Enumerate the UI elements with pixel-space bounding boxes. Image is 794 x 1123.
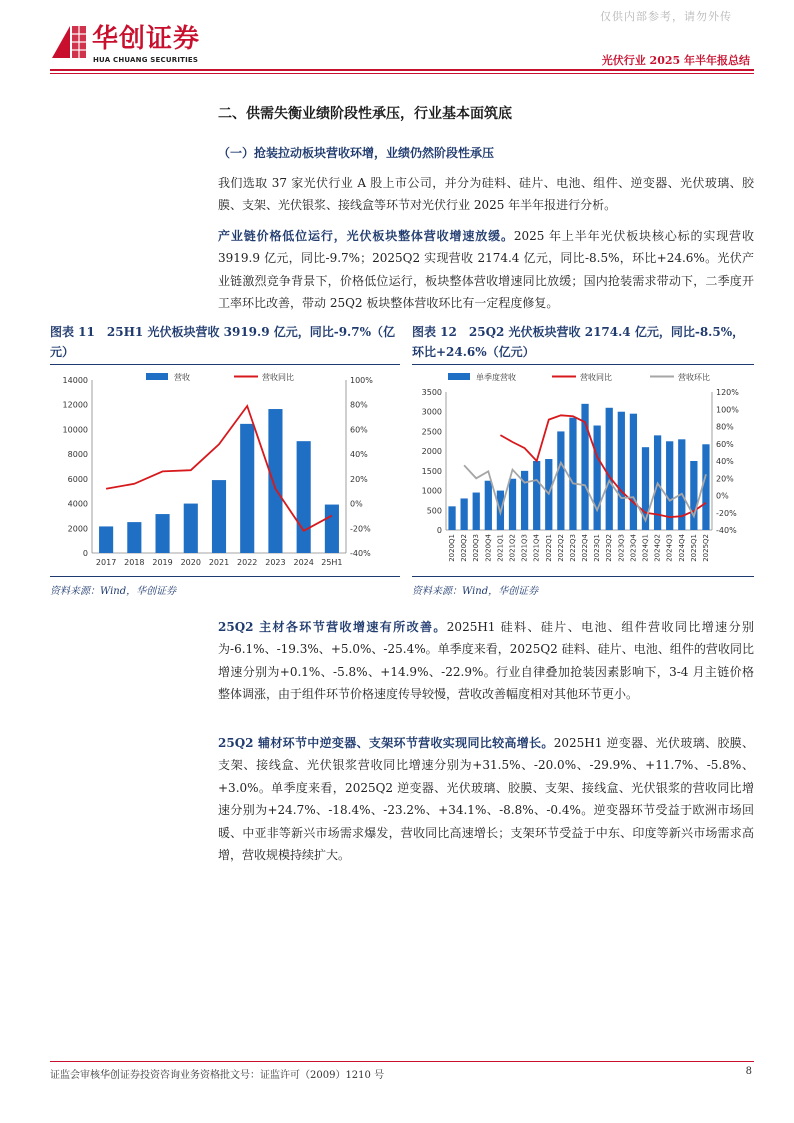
x-tick-label: 2025Q1 <box>689 534 698 562</box>
y2-tick-label: 20% <box>350 474 368 484</box>
legend-label: 单季度营收 <box>476 373 516 382</box>
x-tick-label: 2024Q2 <box>653 534 662 562</box>
y2-tick-label: 40% <box>350 450 368 460</box>
paragraph-revenue <box>218 225 754 315</box>
logo-mark-icon <box>50 24 88 60</box>
y2-tick-label: 20% <box>716 474 734 484</box>
chart-quarterly-revenue <box>412 366 754 574</box>
bar <box>127 522 141 553</box>
y-tick-label: 2000 <box>67 524 88 534</box>
y-tick-label: 1000 <box>421 486 442 496</box>
x-tick-label: 2021 <box>208 558 230 567</box>
y-tick-label: 12000 <box>62 400 88 410</box>
legend-swatch-bar <box>146 373 168 380</box>
x-tick-label: 2020Q1 <box>448 534 457 562</box>
y-tick-label: 2500 <box>421 427 442 437</box>
y2-tick-label: 60% <box>716 439 734 449</box>
paragraph-sample <box>218 172 754 217</box>
footer-text: 证监会审核华创证券投资咨询业务资格批文号：证监许可（2009）1210 号 <box>50 1070 385 1081</box>
x-tick-label: 2023Q4 <box>629 534 638 562</box>
figure11-source: 资料来源：Wind，华创证券 <box>50 586 177 597</box>
paragraph-revenue-lead: 产业链价格低位运行，光伏板块整体营收增速放缓。 <box>218 229 514 243</box>
bar <box>184 504 198 553</box>
x-tick-label: 2020 <box>180 558 201 567</box>
y-tick-label: 0 <box>82 549 88 558</box>
x-tick-label: 2022Q3 <box>568 534 577 562</box>
paragraph-main-materials-lead: 25Q2 主材各环节营收增速有所改善。 <box>218 620 447 634</box>
header-divider-thin <box>50 73 754 74</box>
x-tick-label: 2023Q1 <box>593 534 602 562</box>
y-tick-label: 14000 <box>62 376 88 385</box>
legend-label: 营收同比 <box>262 373 294 382</box>
y-tick-label: 2000 <box>421 447 442 457</box>
x-tick-label: 2022Q2 <box>556 534 565 562</box>
x-tick-label: 2022Q1 <box>544 534 553 562</box>
bar <box>297 441 311 553</box>
watermark-text: 仅供内部参考，请勿外传 <box>600 10 732 23</box>
x-tick-label: 2023Q2 <box>605 534 614 562</box>
bar <box>461 498 468 530</box>
paragraph-auxiliary-body: 2025H1 逆变器、光伏玻璃、胶膜、支架、接线盒、光伏银浆营收同比增速分别为+31.5%、-20.0%、-29.9%、+11.7%、-5.8%、+3.0%。单季度来看，2025Q2 逆变器、光伏玻璃、胶膜、支架、接线盒、光伏银浆的营收同比增速分别为+24.7%、-18.4%、-23.2%、+34.1%、-8.8%、-0.4%。逆变器环节受益于欧洲市场回暖、中亚非等新兴市场需求爆发，营收同比高速增长；支架环节受益于中东、印度等新兴市场需求高增，营收规模持续扩大。 <box>218 736 754 863</box>
x-tick-label: 2021Q4 <box>532 534 541 562</box>
chart-annual-revenue <box>50 366 400 574</box>
y2-tick-label: 60% <box>350 425 368 435</box>
paragraph-sample-text: 我们选取 37 家光伏行业 A 股上市公司，并分为硅料、硅片、电池、组件、逆变器、光伏玻璃、胶膜、支架、光伏银浆、接线盒等环节对光伏行业 2025 年半年报进行分析。 <box>218 176 754 213</box>
y2-tick-label: 100% <box>716 405 739 415</box>
x-tick-label: 2020Q4 <box>484 534 493 562</box>
x-tick-label: 2019 <box>152 558 173 567</box>
x-tick-label: 2020Q2 <box>460 534 469 562</box>
y2-tick-label: 0% <box>350 499 363 509</box>
y-tick-label: 3000 <box>421 407 442 417</box>
bar <box>618 412 625 530</box>
figure11-title: 图表 11 25H1 光伏板块营收 3919.9 亿元，同比-9.7%（亿元） <box>50 325 395 359</box>
y2-tick-label: 100% <box>350 376 373 385</box>
y2-tick-label: -20% <box>350 524 371 534</box>
y-tick-label: 0 <box>436 526 442 535</box>
x-tick-label: 2021Q3 <box>520 534 529 562</box>
y-tick-label: 10000 <box>62 425 88 435</box>
bar <box>690 461 697 530</box>
bar <box>594 426 601 530</box>
x-tick-label: 2022Q4 <box>581 534 590 562</box>
bar <box>268 409 282 553</box>
paragraph-auxiliary <box>218 732 754 866</box>
x-tick-label: 2024 <box>293 558 314 567</box>
bar <box>99 526 113 553</box>
figure11-rule <box>50 364 400 365</box>
x-tick-label: 2022 <box>237 558 258 567</box>
x-tick-label: 2024Q4 <box>677 534 686 562</box>
x-tick-label: 2021Q2 <box>508 534 517 562</box>
header-divider <box>50 69 754 71</box>
y2-tick-label: 120% <box>716 388 739 397</box>
paragraph-revenue-body: 2025 年上半年光伏板块核心标的实现营收 3919.9 亿元，同比-9.7%；2025Q2 实现营收 2174.4 亿元，同比-8.5%，环比+24.6%。光伏产业链激烈竞争背景下，价格低位运行，板块整体营收增速同比放缓；国内抢装需求带动下，二季度开工率环比改善，带动 25Q2 板块整体营收环比有一定程度修复。 <box>218 229 754 311</box>
x-tick-label: 2023Q3 <box>617 534 626 562</box>
logo-english-text: HUA CHUANG SECURITIES <box>93 56 199 64</box>
paragraph-main-materials <box>218 616 754 706</box>
bar <box>448 506 455 530</box>
legend-label: 营收同比 <box>580 373 612 382</box>
y-tick-label: 1500 <box>421 466 442 476</box>
x-tick-label: 25H1 <box>321 558 343 567</box>
y2-tick-label: 80% <box>716 422 734 432</box>
y-tick-label: 500 <box>426 506 442 516</box>
figure12-title: 图表 12 25Q2 光伏板块营收 2174.4 亿元，同比-8.5%，环比+24.6%（亿元） <box>412 325 745 359</box>
x-tick-label: 2021Q1 <box>496 534 505 562</box>
bar <box>509 479 516 530</box>
page-number: 8 <box>745 1066 752 1077</box>
legend-label: 营收环比 <box>678 373 710 382</box>
y-tick-label: 4000 <box>67 499 88 509</box>
legend-swatch-bar <box>448 373 470 380</box>
figure12-bottom-rule <box>412 576 754 577</box>
logo-text: 华创证券 <box>92 24 201 54</box>
y-tick-label: 8000 <box>67 450 88 460</box>
bar <box>485 481 492 530</box>
x-tick-label: 2023 <box>265 558 286 567</box>
x-tick-label: 2024Q3 <box>665 534 674 562</box>
y2-tick-label: 40% <box>716 457 734 466</box>
x-tick-label: 2018 <box>124 558 145 567</box>
paragraph-auxiliary-lead: 25Q2 辅材环节中逆变器、支架环节营收实现同比较高增长。 <box>218 736 554 750</box>
y2-tick-label: -20% <box>716 508 737 518</box>
bar <box>569 418 576 530</box>
bar <box>240 424 254 553</box>
y2-tick-label: -40% <box>716 526 737 535</box>
y-tick-label: 3500 <box>421 388 442 397</box>
bar <box>533 461 540 530</box>
x-tick-label: 2024Q1 <box>641 534 650 562</box>
bar <box>642 447 649 530</box>
bar <box>156 514 170 553</box>
x-tick-label: 2020Q3 <box>472 534 481 562</box>
bar <box>212 480 226 553</box>
bar <box>557 431 564 530</box>
figure12-source: 资料来源：Wind，华创证券 <box>412 586 539 597</box>
x-tick-label: 2025Q2 <box>701 534 710 562</box>
report-title: 光伏行业 2025 年半年报总结 <box>601 54 750 67</box>
footer-divider <box>50 1061 754 1062</box>
x-tick-label: 2017 <box>95 558 117 567</box>
figure12-rule <box>412 364 754 365</box>
y2-tick-label: -40% <box>350 549 371 558</box>
section-title: 二、供需失衡业绩阶段性承压，行业基本面筑底 <box>218 106 512 122</box>
subsection-title: （一）抢装拉动板块营收环增，业绩仍然阶段性承压 <box>218 146 495 160</box>
y-tick-label: 6000 <box>67 474 88 484</box>
y2-tick-label: 0% <box>716 491 729 501</box>
bar <box>630 414 637 530</box>
figure11-bottom-rule <box>50 576 400 577</box>
series-line-1 <box>500 415 706 517</box>
paragraph-main-materials-body: 2025H1 硅料、硅片、电池、组件营收同比增速分别为-6.1%、-19.3%、+5.0%、-25.4%。单季度来看，2025Q2 硅料、硅片、电池、组件的营收同比增速分别为+0.1%、-5.8%、+14.9%、-22.9%。行业自律叠加抢装因素影响下，3-4 月主链价格整体调涨，由于组件环节价格速度传导较慢，营收改善幅度相对其他环节更小。 <box>218 620 754 702</box>
bar <box>702 444 709 530</box>
y2-tick-label: 80% <box>350 400 368 410</box>
legend-label: 营收 <box>174 373 190 382</box>
bar <box>473 493 480 530</box>
bar <box>325 505 339 553</box>
bar <box>606 408 613 530</box>
